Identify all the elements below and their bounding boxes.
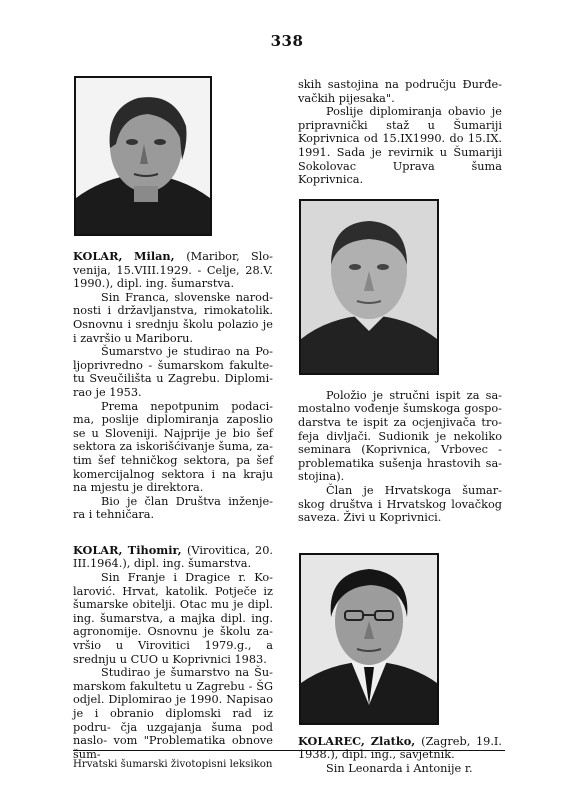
text-line: ing. šumarstva, a majka dipl. ing. xyxy=(73,611,273,625)
right-column xyxy=(298,78,502,775)
text-line: 1991. Sada je revirnik u Šumariji xyxy=(298,145,502,159)
text-line: Prema nepotpunim podaci- xyxy=(101,399,273,413)
text-line: vačkih pijesaka". xyxy=(298,91,395,105)
entry-paragraph xyxy=(73,571,273,666)
text-line: Osnovnu i srednju školu polazio je xyxy=(73,317,273,331)
text-line: ljoprivredno - šumarskom fakulte- xyxy=(73,358,273,372)
text-line: je pripravnički staž u Šumariji xyxy=(298,105,502,132)
entry-paragraph xyxy=(298,105,502,187)
text-line: u CUO u Koprivnici 1983. xyxy=(119,652,267,666)
text-line: ra i tehničara. xyxy=(73,508,155,522)
entry-name: KOLAR, Milan, xyxy=(73,249,187,263)
text-line: Član je Hrvatskoga šumar- xyxy=(326,483,502,497)
text-line: Sin Franca, slovenske narod- xyxy=(101,290,273,304)
entry-kolar-milan-header xyxy=(73,250,273,291)
footer-rule xyxy=(73,750,505,751)
text-line: šumarske obitelji. Otac mu je dipl. xyxy=(73,598,273,612)
text-line: skog društva i Hrvatskog lovačkog xyxy=(298,497,502,511)
entry-paragraph xyxy=(298,762,502,776)
entry-paragraph xyxy=(73,400,273,495)
text-line: vršio u Virovitici 1979.g., a srednju xyxy=(73,639,273,666)
entry-meta-line: (Maribor, Slo- xyxy=(186,250,273,263)
entry-meta-line: III.1964.), dipl. ing. šumarstva. xyxy=(73,557,252,571)
entry-meta-line: (Zagreb, 19.I. xyxy=(421,734,502,748)
entry-continuation xyxy=(298,78,502,105)
text-line: Sin Leonarda i Antonije r. xyxy=(326,761,473,775)
text-line: problematika sušenja hrastovih sa- xyxy=(298,456,502,470)
text-line: larović. Hrvat, katolik. Potječe iz xyxy=(73,584,273,598)
text-line: Studirao je šumarstvo na Šu- xyxy=(101,666,273,680)
text-line: je i obranio diplomski rad iz podru- xyxy=(73,707,273,734)
text-line: saveza. Živi u Koprivnici. xyxy=(298,511,442,525)
entry-kolarec-zlatko-header xyxy=(298,735,502,762)
entry-meta-line: 1990.), dipl. ing. šumarstva. xyxy=(73,277,235,291)
text-line: mostalno vođenje šumskoga gospo- xyxy=(298,402,502,416)
text-line: i završio u Mariboru. xyxy=(73,331,193,345)
text-line: odjel. Diplomirao je 1990. Napisao xyxy=(73,693,273,707)
text-line: nosti i državljanstva, rimokatolik. xyxy=(73,304,273,318)
text-line: čja uzgajanja šuma pod naslo- xyxy=(73,720,273,748)
entry-meta-line: 1938.), dipl. ing., savjetnik. xyxy=(298,748,455,762)
text-line: darstva te ispit za ocjenjivača tro- xyxy=(298,415,502,429)
entry-paragraph xyxy=(73,291,273,345)
text-line: feja divljači. Sudionik je nekoliko xyxy=(298,429,502,443)
text-line: na mjestu je direktora. xyxy=(73,481,204,495)
text-line: Položio je stručni ispit za sa- xyxy=(326,388,502,402)
entry-kolar-tihomir-header xyxy=(73,544,273,571)
text-line: rao je 1953. xyxy=(73,385,142,399)
entry-paragraph xyxy=(298,389,502,484)
portrait-photo-kolar-milan xyxy=(74,76,212,236)
text-line: seminara (Koprivnica, Vrbovec - xyxy=(298,443,502,457)
entry-name: KOLAR, Tihomir, xyxy=(73,542,187,557)
left-column xyxy=(73,76,273,761)
text-line: Šumarstvo je studirao na Po- xyxy=(101,345,273,359)
text-line: Koprivnica od 15.IX1990. do 15.IX. xyxy=(298,132,502,146)
text-line: marskom fakultetu u Zagrebu - ŠG xyxy=(73,679,273,693)
text-line: sektora za iskorišćivanje šuma, za- xyxy=(73,440,273,454)
page-number: 338 xyxy=(270,32,304,50)
text-line: Sokolovac Uprava šuma Koprivnica. xyxy=(298,159,502,187)
portrait-photo-kolarec-zlatko xyxy=(299,553,439,725)
text-line: ma, poslije diplomiranja zaposlio xyxy=(73,413,273,427)
text-line: agronomije. Osnovnu je školu za- xyxy=(73,625,273,639)
entry-meta-line: venija, 15.VIII.1929. - Celje, 28.V. xyxy=(73,263,273,277)
text-line: skih sastojina na području Đurđe- xyxy=(298,78,502,91)
entry-meta-line: (Virovitica, 20. xyxy=(186,543,273,557)
text-line: Poslije diplomiranja obavio xyxy=(326,105,492,119)
text-line: Bio je član Društva inženje- xyxy=(101,494,273,508)
text-line: tu Sveučilišta u Zagrebu. Diplomi- xyxy=(73,372,273,386)
text-line: komercijalnog sektora i na kraju xyxy=(73,467,273,481)
text-line: se u Sloveniji. Najprije je bio šef xyxy=(73,426,273,440)
footer-text: Hrvatski šumarski životopisni leksikon xyxy=(73,759,273,770)
text-line: vom "Problematika obnove šum- xyxy=(73,734,273,761)
portrait-photo-kolar-tihomir xyxy=(299,199,439,375)
entry-name: KOLAREC, Zlatko, xyxy=(298,733,422,748)
entry-paragraph xyxy=(73,666,273,761)
entry-paragraph xyxy=(73,495,273,522)
entry-paragraph xyxy=(298,484,502,525)
text-line: tim šef tehničkog sektora, pa šef xyxy=(73,453,273,467)
entry-paragraph xyxy=(73,345,273,399)
text-line: Sin Franje i Dragice r. Ko- xyxy=(101,571,273,585)
text-line: stojina). xyxy=(298,470,345,484)
